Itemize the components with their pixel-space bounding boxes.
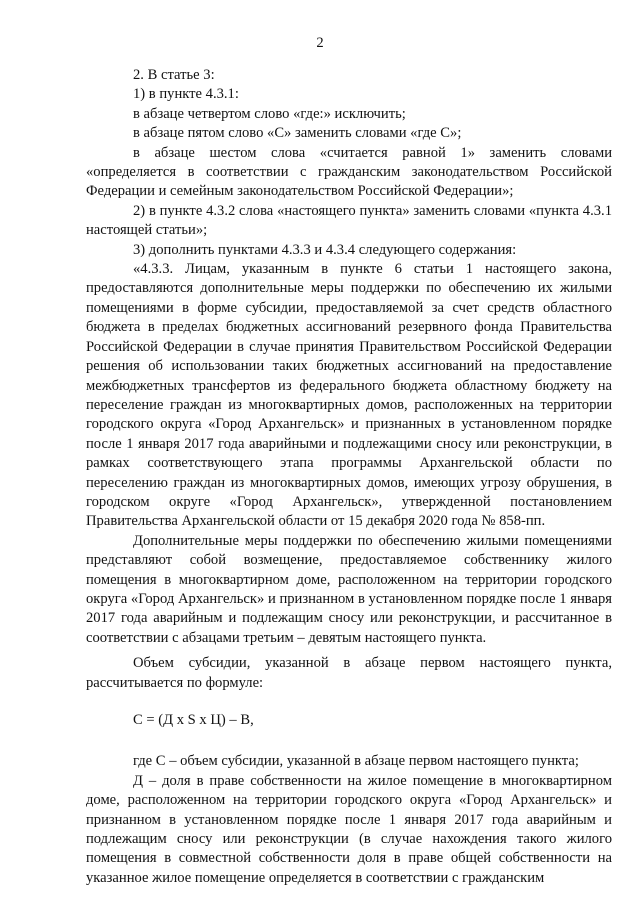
document-body — [86, 66, 612, 888]
page-number: 2 — [316, 35, 324, 51]
paragraph-4-3-3: «4.3.3. Лицам, указанным в пункте 6 статьи 1 настоящего закона, предоставляются дополнительные меры поддержки по обеспечению их жилыми помещениями в форме субсидии, предоставляемой за счет средств областного бюджета в пределах бюджетных ассигнований резервного фонда Правительства Российской Федерации в случае принятия Правительством Российской Федерации решения об использовании таких бюджетных ассигнований на предоставление межбюджетных трансфертов из федерального бюджета областному бюджету на переселение граждан из многоквартирных домов, расположенных на территории городского округа «Город Архангельск» и признанных в установленном порядке после 1 января 2017 года аварийными и подлежащими сносу или реконструкции, в рамках соответствующего этапа программы Архангельской области по переселению граждан из многоквартирных домов, имеющих угрозу обрушения, в городском округе «Город Архангельск», утвержденной постановлением Правительства Архангельской области от 15 декабря 2020 года № 858-пп. — [86, 261, 612, 530]
paragraph-item-1: 1) в пункте 4.3.1: — [133, 86, 239, 103]
paragraph-item-3: 3) дополнить пунктами 4.3.3 и 4.3.4 следующего содержания: — [133, 241, 517, 258]
paragraph-additional-measures: Дополнительные меры поддержки по обеспечению жилыми помещениями представляют собой возмещение, предоставляемое собственнику жилого помещения в многоквартирном доме, расположенном на территории городского округа «Город Архангельск» и признанном в установленном порядке после 1 января 2017 года аварийным и подлежащим сносу или реконструкции, и рассчитанное в соответствии с абзацами третьим – девятым настоящего пункта. — [86, 532, 612, 646]
paragraph-subsidy-volume: Объем субсидии, указанной в абзаце первом настоящего пункта, рассчитывается по формуле: — [86, 655, 612, 691]
paragraph-where-c: где С – объем субсидии, указанной в абзаце первом настоящего пункта; — [133, 753, 579, 770]
paragraph-item-2: 2) в пункте 4.3.2 слова «настоящего пункта» заменить словами «пункта 4.3.1 настоящей статьи»; — [86, 202, 612, 239]
paragraph-abzac-4: в абзаце четвертом слово «где:» исключить; — [133, 105, 406, 122]
paragraph-d-share: Д – доля в праве собственности на жилое помещение в многоквартирном доме, расположенном на территории городского округа «Город Архангельск» и признанном в установленном порядке после 1 января 2017 года аварийным и подлежащим сносу или реконструкции (в случае нахождения такого жилого помещения в совместной собственности доля в праве общей собственности на указанное жилое помещение определяется в соответствии с гражданским — [86, 772, 612, 886]
paragraph-abzac-6: в абзаце шестом слова «считается равной 1» заменить словами «определяется в соответствии с гражданским законодательством Российской Федерации и семейным законодательством Российской Федерации»; — [86, 144, 612, 200]
paragraph-article-3: 2. В статье 3: — [133, 67, 215, 83]
paragraph-abzac-5: в абзаце пятом слово «С» заменить словами «где С»; — [133, 125, 462, 142]
formula: С = (Д х S х Ц) – В, — [133, 712, 254, 728]
